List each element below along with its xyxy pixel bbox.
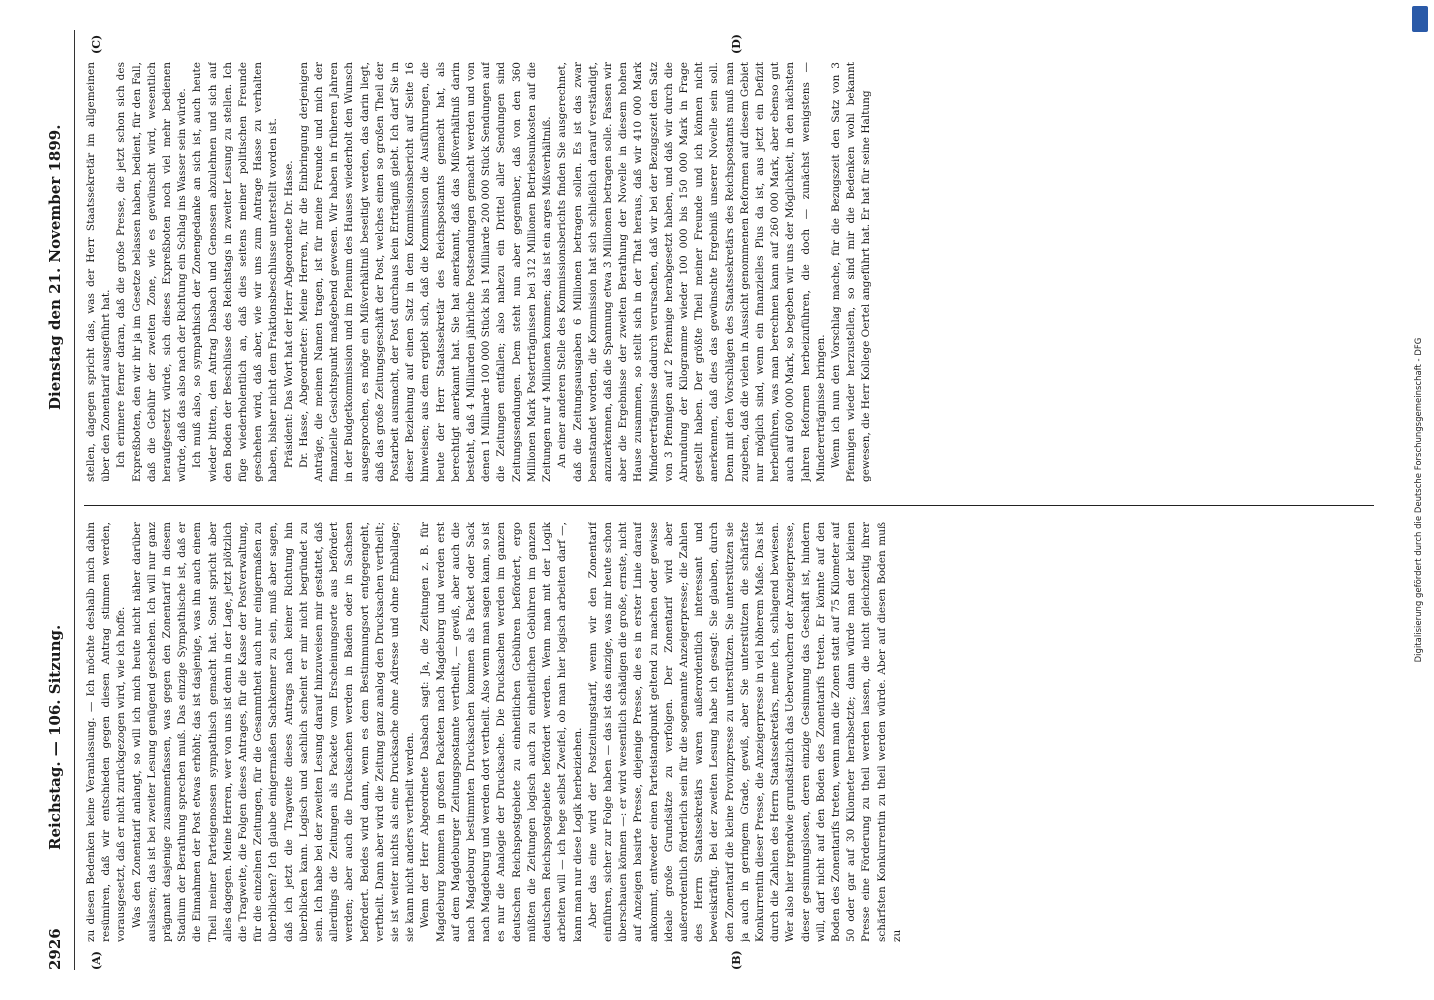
dfg-logo-icon xyxy=(1412,6,1428,32)
margin-marker-d: (D) xyxy=(730,34,743,54)
right-column xyxy=(84,62,1374,482)
right-paragraph-president: Präsident: Das Wort hat der Herr Abgeordnete Dr. Hasse. xyxy=(282,160,295,468)
right-paragraph: Ich erinnere ferner daran, daß die große Presse, die jetzt schon sich des Expreßboten, den wir ihr ja im Gesetze belassen haben, bedient, für den Fall, daß die Gebühr der zweiten Zone, wie es gewünscht wird, wesentlich heraufgesetzt würde, sich dieses Expreßboten noch viel mehr bedienen würde, daß das also nach der Richtung ein Schlag ins Wasser sein würde. xyxy=(115,62,189,482)
left-paragraph: Aber das eine wird der Postzeitungstarif, wenn wir den Zonentarif einführen, sicher zur Folge haben — das ist das einzige, was mir heute schon überschauen können —: er wird wesentlich schädigen die große, ernste, nicht auf Anzeigen basirte Presse, diejenige Presse, die es in erster Linie darauf ankommt, entweder einen Parteistandpunkt geltend zu machen oder gewisse ideale große Grundsätze zu verfolgen. Der Zonentarif wird aber außerordentlich förderlich sein für die sogenannte Anzeigerpresse; die Zahlen des Herrn Staatssekretärs waren außerordentlich interessant und beweiskräftig. Bei der zweiten Lesung habe ich gesagt: Sie glauben, durch den Zonentarif die kleine Provinzpresse zu unterstützen. Sie unterstützen sie ja auch in geringem Grade, gewiß, aber Sie unterstützen die schärfste Konkurrentin dieser Presse, die Anzeigerpresse in viel höherem Maße. Das ist durch die Zahlen des Herrn Staatssekretärs, meine ich, schlagend bewiesen. Wer also hier irgendwie grundsätzlich das Ueberwuchern der Anzeigerpresse, dieser gesinnungslosen, deren einzige Gesinnung das Geschäft ist, hindern will, darf nicht auf den Boden des Zonentarifs treten. Er könnte auf den Boden des Zonentarifs treten, wenn man die Zonen statt auf 75 Kilometer auf 50 oder gar auf 30 Kilometer herabsetzte; dann würde man der kleinen Presse eine Förderung zu theil werden lassen, die nicht gleichzeitig ihrer schärfsten Konkurrentin zu theil werden würde. Aber auf diesen Boden muß zu xyxy=(586,522,903,942)
left-paragraph: Was den Zonentarif anlangt, so will ich mich heute nicht näher darüber auslassen; das ist bei zweiter Lesung genügend geschehen. Ich will nur ganz prägnant dasjenige zusammenfassen, was gegen den Zonentarif in diesem Stadium der Berathung sprechen muß. Das einzige Sympathische ist, daß er die Einnahmen der Post etwas erhöht; das ist dasjenige, was ihn auch einem Theil meiner Parteigenossen sympathisch gemacht hat. Sonst spricht aber alles dagegen. Meine Herren, wer von uns ist denn in der Lage, jetzt plötzlich die Tragweite, die Folgen dieses Antrages, für die Kasse der Postverwaltung, für die einzelnen Zeitungen, für die Gesammtheit auch nur einigermaßen zu überblicken? Ich glaube einigermaßen Sachkenner zu sein, muß aber sagen, daß ich jetzt die Tragweite dieses Antrags nach keiner Richtung hin überblicken kann. Logisch und sachlich scheint er mir nicht begründet zu sein. Ich habe bei der zweiten Lesung darauf hinzuweisen mir gestattet, daß allerdings die Zeitungen als Packete vom Erscheinungsorte aus befördert werden; aber auch die Drucksachen werden in Baden oder in Sachsen befördert. Beides wird dann, wenn es dem Bestimmungsort entgegengeht, vertheilt. Dann aber wird die Zeitung ganz analog den Drucksachen vertheilt; sie ist weiter nichts als eine Drucksache ohne Adresse und ohne Emballage; sie kann nicht anders vertheilt werden. xyxy=(130,522,417,942)
header-right-title: Dienstag den 21. November 1899. xyxy=(46,124,64,410)
left-paragraph: Wenn der Herr Abgeordnete Dasbach sagt: Ja, die Zeitungen z. B. für Magdeburg kommen in großen Packeten nach Magdeburg und werden erst auf dem Magdeburger Zeitungspostamte vertheilt, — gewiß, aber auch die nach Magdeburg bestimmten Drucksachen kommen als Packet oder Sack nach Magdeburg und werden dort vertheilt. Also wenn man sagen kann, so ist es nur die Analogie der Drucksache. Die Drucksachen werden im ganzen deutschen Reichspostgebiete zu einheitlichen Gebühren befördert, ergo müßten die Zeitungen logisch auch zu einheitlichen Gebühren im ganzen deutschen Reichspostgebiete befördert werden. Wenn man mit der Logik arbeiten will — ich hege selbst Zweifel, ob man hier logisch arbeiten darf —, kann man nur diese Logik herbeiziehen. xyxy=(419,522,584,942)
right-paragraph: An einer anderen Stelle des Kommissionsberichts finden Sie ausgerechnet, daß die Zeitungsausgaben 6 Millionen betragen sollen. Es ist das zwar beanstandet worden, die Kommission hat sich schließlich darauf verständigt, anzuerkennen, daß die Spannung etwa 3 Millionen betragen solle. Fassen wir aber die Ergebnisse der zweiten Berathung der Novelle in diesem hohen Hause zusammen, so stellt sich in der That heraus, daß wir 410 000 Mark Mindererträgnisse dadurch verursachen, daß wir bei der Bezugszeit den Satz von 3 Pfennigen auf 2 Pfennige herabgesetzt haben, und daß wir durch die Abrundung der Kilogramme wieder 100 000 bis 150 000 Mark in Frage gestellt haben. Der größte Theil meiner Freunde und ich können nicht anerkennen, daß dies das gewünschte Ergebniß unserer Novelle sein soll. Denn mit den Vorschlägen des Staatssekretärs des Reichspostamts muß man zugeben, daß die vielen in Aussicht genommenen Reformen auf diesem Gebiet nur möglich sind, wenn ein finanzielles Plus da ist, aus jetzt ein Defizit herbeiführen, was man berechnen kann auf 260 000 Mark, aber ebenso gut auch auf 600 000 Mark, so begeben wir uns der Möglichkeit, in den nächsten Jahren Reformen herbeizuführen, die doch — zunächst wenigstens — Mindererträgnisse bringen. xyxy=(556,62,827,482)
dfg-credit xyxy=(1408,0,1430,1000)
header-left-title: Reichstag. — 106. Sitzung. xyxy=(46,624,64,850)
right-paragraph: Ich muß also, so sympathisch der Zonengedanke an sich ist, auch heute wieder bitten, den Antrag Dasbach und Genossen abzulehnen und sich auf den Boden der Beschlüsse des Reichstags in zweiter Lesung zu stellen. Ich füge wiederholentlich an, daß dies seitens meiner politischen Freunde geschehen wird, daß aber, wie wir uns zum Antrage Hasse zu verhalten haben, bisher nicht dem Fraktionsbeschlusse unterstellt worden ist. xyxy=(191,62,280,482)
left-column xyxy=(84,522,1374,942)
page-number: 2926 xyxy=(46,928,64,970)
right-paragraph: stellen, dagegen spricht das, was der Herr Staatssekretär im allgemeinen über den Zonentarif ausgeführt hat. xyxy=(85,62,113,482)
dfg-credit-text: Digitalisierung gefördert durch die Deutsche Forschungsgemeinschaft - DFG xyxy=(1414,337,1424,663)
left-paragraph: zu diesen Bedenken keine Veranlassung. — Ich möchte deshalb mich dahin resümiren, daß wir entschieden gegen diesen Antrag stimmen werden, vorausgesetzt, daß er nicht zurückgezogen wird, wie ich hoffe. xyxy=(85,522,128,942)
margin-marker-c: (C) xyxy=(90,34,103,54)
column-rule xyxy=(84,505,1374,506)
right-paragraph: Wenn ich nun den Vorschlag mache, für die Bezugszeit den Satz von 3 Pfennigen wieder herzustellen, so sind mir die Bedenken wohl bekannt gewesen, die Herr Kollege Oertel angeführt hat. Er hat für seine Haltung xyxy=(829,62,873,482)
page-header xyxy=(44,30,70,970)
right-paragraph-hasse: Dr. Hasse, Abgeordneter: Meine Herren, für die Einbringung derjenigen Anträge, die meinen Namen tragen, ist für meine Freunde und mich der finanzielle Gesichtspunkt maßgebend gewesen. Wir haben in früheren Jahren in der Budgetkommission und im Plenum des Hauses wiederholt den Wunsch ausgesprochen, es möge ein Mißverhältniß beseitigt werden, das darin liegt, daß das große Zeitungsgeschäft der Post, welches einen so großen Theil der Postarbeit ausmacht, der Post durchaus kein Erträgniß giebt. Ich darf Sie in dieser Beziehung auf einen Satz in dem Kommissionsbericht auf Seite 16 hinweisen; aus dem ergiebt sich, daß die Kommission die Ausführungen, die heute der Herr Staatssekretär des Reichspostamts gemacht hat, als berechtigt anerkannt hat. Sie hat anerkannt, daß das Mißverhältniß darin besteht, daß 4 Milliarden jährliche Postsendungen gemacht werden und von denen 1 Milliarde 100 000 Stück bis 1 Milliarde 200 000 Stück Sendungen auf die Zeitungen entfallen; also nahezu ein Drittel aller Sendungen sind Zeitungssendungen. Dem steht nun aber gegenüber, daß von den 360 Millionen Mark Posterträgnissen bei 312 Millionen Betriebsunkosten auf die Zeitungen nur 4 Millionen kommen; das ist ein arges Mißverhältniß. xyxy=(297,62,554,482)
margin-marker-a: (A) xyxy=(90,951,103,970)
margin-marker-b: (B) xyxy=(730,950,743,970)
header-divider xyxy=(74,30,75,970)
